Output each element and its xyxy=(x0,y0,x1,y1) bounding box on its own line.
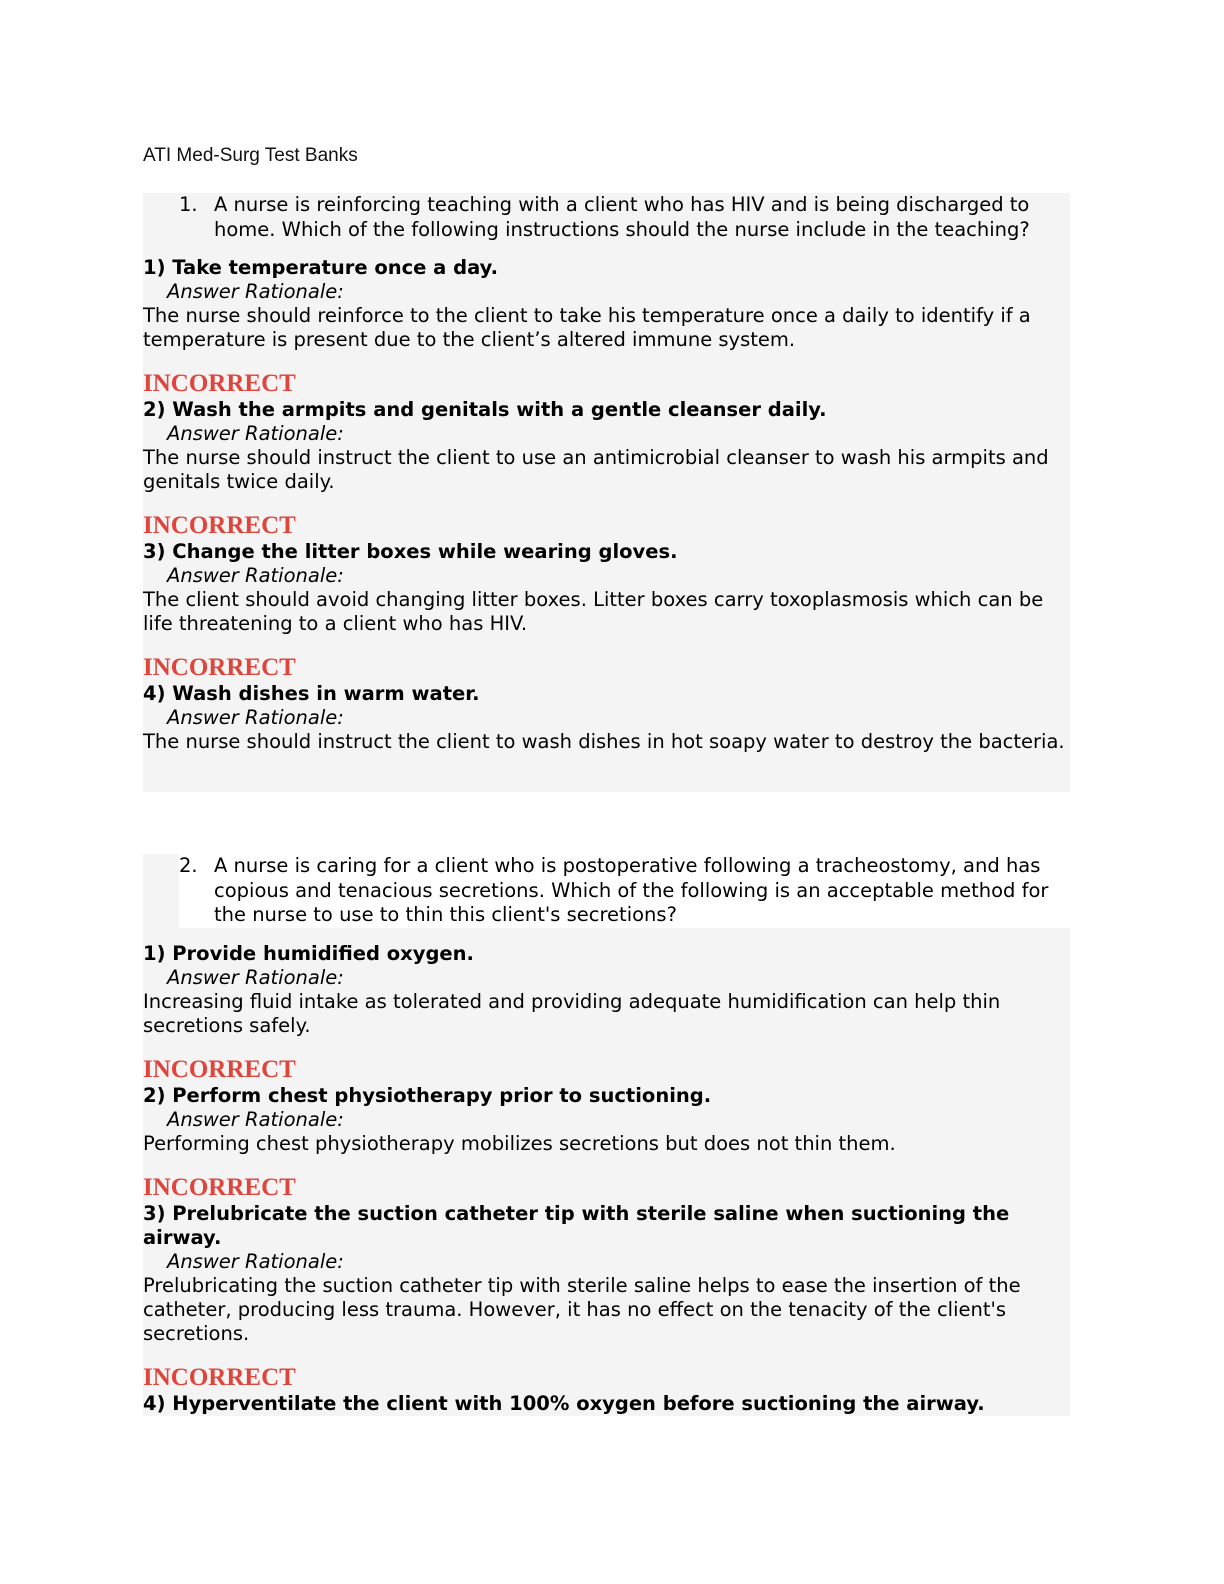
rationale-heading: Answer Rationale: xyxy=(167,564,344,587)
question-number: 2. xyxy=(179,854,198,877)
answer-option xyxy=(143,1202,1070,1392)
rationale-heading: Answer Rationale: xyxy=(167,1107,344,1131)
answer-option xyxy=(143,682,1070,754)
rationale-heading: Answer Rationale: xyxy=(167,422,344,445)
option-label: 4) Hyperventilate the client with 100% oxygen before suctioning the airway. xyxy=(143,1391,985,1415)
answer-option xyxy=(143,1084,1070,1202)
rationale-text: Performing chest physiotherapy mobilizes secretions but does not thin them. xyxy=(143,1131,896,1155)
rationale-text: The nurse should instruct the client to wash dishes in hot soapy water to destroy the bacteria. xyxy=(143,730,1065,753)
answer-option xyxy=(143,942,1070,1084)
status-label: INCORRECT xyxy=(143,1055,296,1083)
status-label: INCORRECT xyxy=(143,512,296,539)
rationale-text: The client should avoid changing litter boxes. Litter boxes carry toxoplasmosis which can be life threatening to a client who has HIV. xyxy=(143,588,1044,635)
question-stem xyxy=(179,193,1070,242)
rationale-text: Prelubricating the suction catheter tip with sterile saline helps to ease the insertion of the catheter, producing less trauma. However, it has no effect on the tenacity of the client's secretions. xyxy=(143,1273,1021,1345)
status-label: INCORRECT xyxy=(143,1173,296,1201)
option-label: 4) Wash dishes in warm water. xyxy=(143,682,480,705)
question-number: 1. xyxy=(179,193,198,216)
option-label: 3) Change the litter boxes while wearing gloves. xyxy=(143,540,678,563)
answer-option xyxy=(143,398,1070,540)
option-label: 1) Take temperature once a day. xyxy=(143,256,498,279)
answer-option xyxy=(143,256,1070,398)
rationale-heading: Answer Rationale: xyxy=(167,1249,344,1273)
rationale-heading: Answer Rationale: xyxy=(167,965,344,989)
answer-option xyxy=(143,540,1070,682)
question-block-1 xyxy=(143,193,1070,792)
document-title: ATI Med-Surg Test Banks xyxy=(143,145,358,166)
option-label: 2) Perform chest physiotherapy prior to suctioning. xyxy=(143,1083,712,1107)
option-label: 1) Provide humidified oxygen. xyxy=(143,941,474,965)
status-label: INCORRECT xyxy=(143,1363,296,1391)
option-label: 2) Wash the armpits and genitals with a gentle cleanser daily. xyxy=(143,398,827,421)
question-stem xyxy=(179,854,1070,928)
rationale-heading: Answer Rationale: xyxy=(167,706,344,729)
option-label: 3) Prelubricate the suction catheter tip with sterile saline when suctioning the airway. xyxy=(143,1201,1010,1249)
status-label: INCORRECT xyxy=(143,654,296,681)
rationale-heading: Answer Rationale: xyxy=(167,280,344,303)
question-text: A nurse is caring for a client who is postoperative following a tracheostomy, and has copious and tenacious secretions. Which of the following is an acceptable method for the nurse to use to thin this client's secretions? xyxy=(214,854,1049,926)
question-block-2 xyxy=(143,854,1070,1416)
answer-option xyxy=(143,1392,1070,1416)
rationale-text: Increasing fluid intake as tolerated and providing adequate humidification can help thin secretions safely. xyxy=(143,989,1001,1037)
rationale-text: The nurse should instruct the client to use an antimicrobial cleanser to wash his armpits and genitals twice daily. xyxy=(143,446,1049,493)
rationale-text: The nurse should reinforce to the client to take his temperature once a daily to identify if a temperature is present due to the client’s altered immune system. xyxy=(143,304,1031,351)
status-label: INCORRECT xyxy=(143,370,296,397)
question-text: A nurse is reinforcing teaching with a client who has HIV and is being discharged to home. Which of the following instructions should the nurse include in the teaching? xyxy=(214,193,1030,241)
